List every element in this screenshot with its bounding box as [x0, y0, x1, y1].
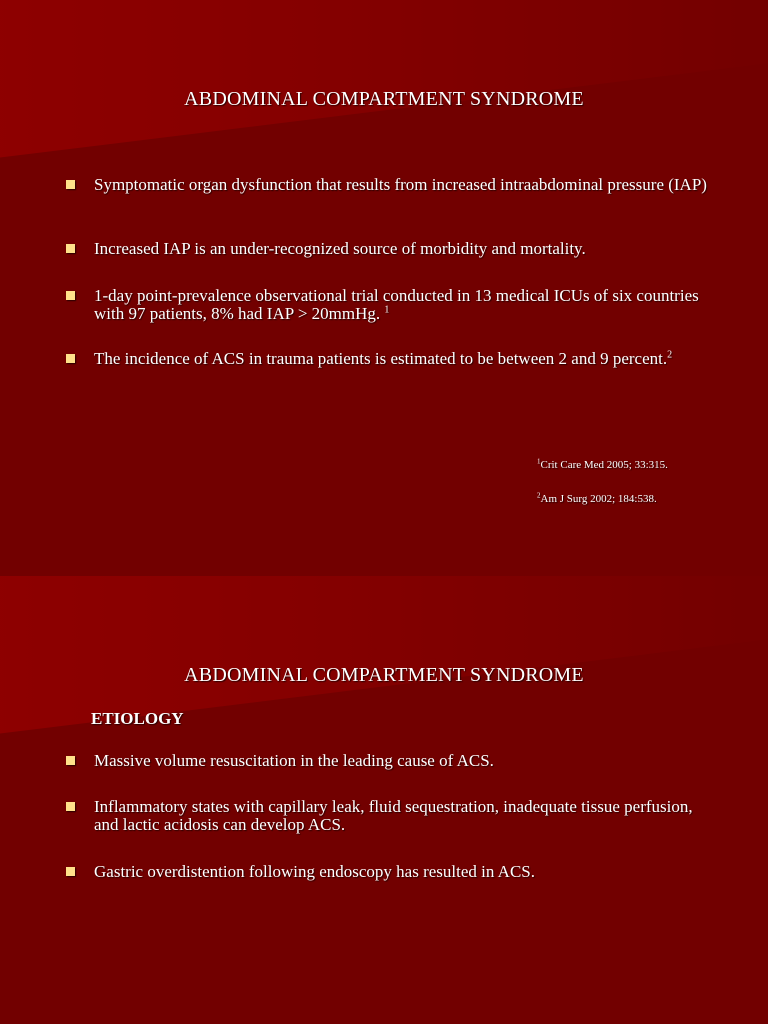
footnote-marker: 2 [667, 349, 673, 361]
slide-1-background-band [0, 0, 768, 160]
bullet-item [66, 798, 716, 834]
square-bullet-icon [66, 244, 75, 253]
reference-2: $^2$Am J Surg 2002; 184:538. [537, 491, 657, 505]
bullet-item [66, 287, 716, 323]
bullet-text: 1-day point-prevalence observational trial conducted in 13 medical ICUs of six countries with 97 patients, 8% had IAP > 20mmHg. $^1$ [94, 286, 699, 323]
bullet-item [66, 863, 716, 881]
slide-1-title: ABDOMINAL COMPARTMENT SYNDROME [184, 88, 584, 110]
footnote-marker: 1 [384, 304, 390, 316]
bullet-text: Massive volume resuscitation in the leading cause of ACS. [94, 751, 494, 770]
square-bullet-icon [66, 802, 75, 811]
slide-2 [0, 576, 768, 1024]
bullet-item [66, 350, 716, 368]
bullet-item [66, 752, 716, 770]
bullet-text: Gastric overdistention following endoscopy has resulted in ACS. [94, 862, 535, 881]
square-bullet-icon [66, 291, 75, 300]
slide-2-title: ABDOMINAL COMPARTMENT SYNDROME [184, 664, 584, 686]
bullet-item [66, 240, 716, 258]
etiology-heading: ETIOLOGY [91, 709, 184, 728]
bullet-text: Increased IAP is an under-recognized source of morbidity and mortality. [94, 239, 586, 258]
bullet-text: Symptomatic organ dysfunction that results from increased intraabdominal pressure (IAP) [94, 175, 707, 194]
bullet-text: Inflammatory states with capillary leak, fluid sequestration, inadequate tissue perfusion, and lactic acidosis can develop ACS. [94, 797, 693, 834]
square-bullet-icon [66, 354, 75, 363]
slide-separator [0, 512, 768, 576]
bullet-item [66, 176, 716, 194]
bullet-text: The incidence of ACS in trauma patients is estimated to be between 2 and 9 percent.$^2$ [94, 349, 673, 368]
square-bullet-icon [66, 867, 75, 876]
reference-1: $^1$Crit Care Med 2005; 33:315. [537, 457, 668, 471]
square-bullet-icon [66, 180, 75, 189]
square-bullet-icon [66, 756, 75, 765]
